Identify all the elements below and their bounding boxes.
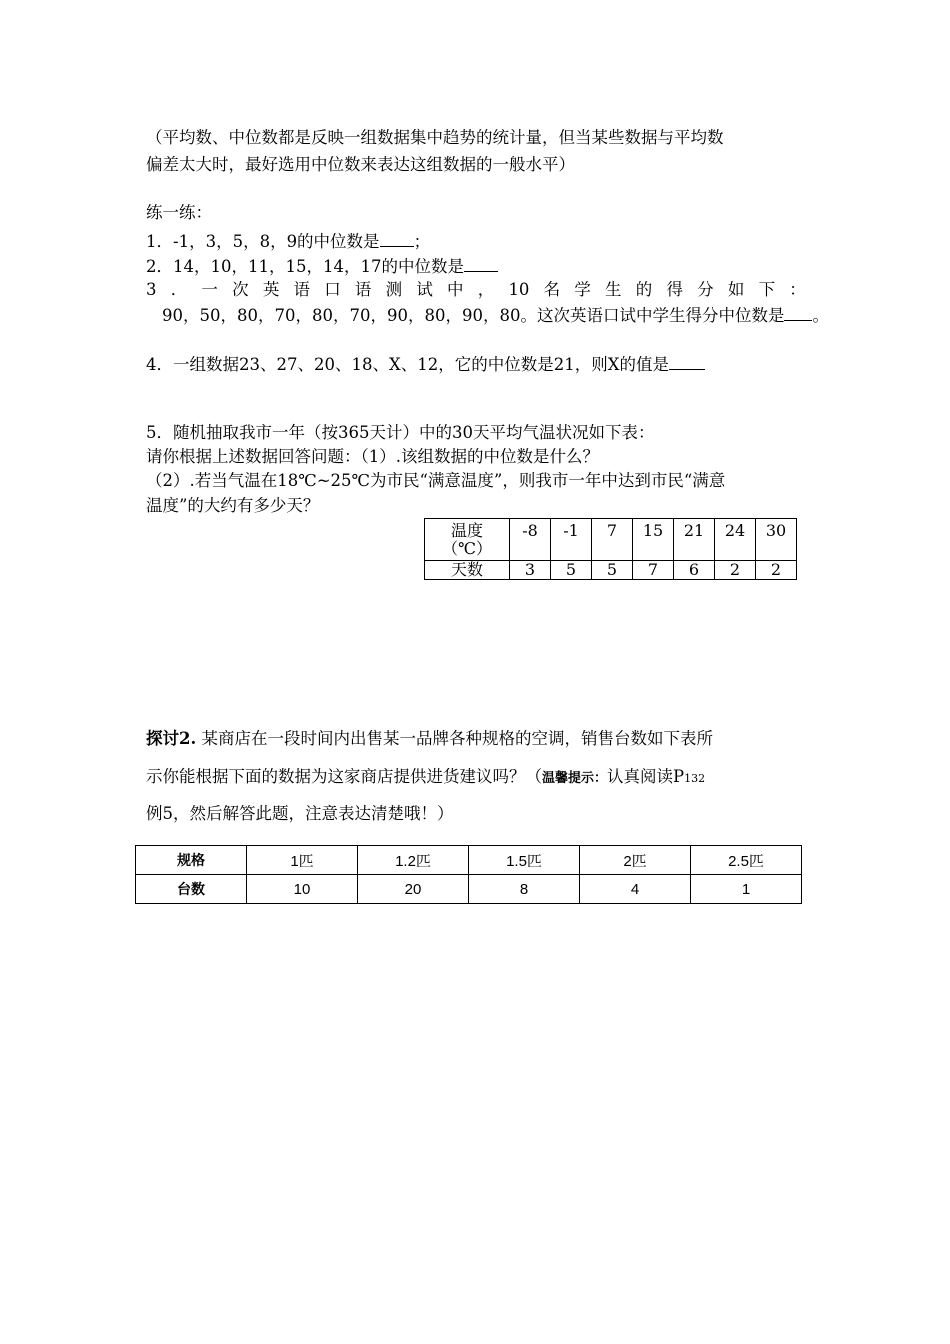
question-3-token: 口 [324,280,341,299]
question-3-token: 英 [262,280,280,299]
intro-line-2: 偏差太大时，最好选用中位数来表达这组数据的一般水平） [146,155,575,174]
spec-cell: 1.5匹 [469,846,580,875]
question-1-end: ； [413,232,431,251]
question-3-token: 试 [416,280,433,299]
question-4 [146,351,705,377]
question-3-token: 语 [293,280,311,299]
answer-blank-2 [464,253,498,272]
discussion-text-2-tail: 认真阅读P [607,767,685,786]
count-cell: 8 [469,875,580,904]
practice-heading: 练一练： [146,203,212,222]
page-subscript: 132 [684,772,706,785]
temperature-row [425,519,797,561]
days-label: 天数 [425,561,510,580]
question-5-line-2: 请你根据上述数据回答问题：（1）.该组数据的中位数是什么？ [146,447,599,466]
count-cell: 20 [358,875,469,904]
discussion-text-2: 示你能根据下面的数据为这家商店提供进货建议吗？（ [146,767,542,786]
question-5-line-1: 5．随机抽取我市一年（按365天计）中的30天平均气温状况如下表： [146,423,655,442]
question-3-token: 分 [697,280,714,299]
question-3-line-1 [146,278,806,302]
discussion-line-3: 例5，然后解答此题，注意表达清楚哦！） [146,804,454,823]
question-3-token: 3 [146,280,157,299]
days-cell: 5 [551,561,592,580]
days-cell: 2 [715,561,756,580]
temperature-cell: 30 [756,519,797,561]
question-3-token: 次 [232,280,249,299]
temperature-cell: 24 [715,519,756,561]
temperature-label: 温度 [450,520,483,540]
discussion-text-1: 某商店在一段时间内出售某一品牌各种规格的空调，销售台数如下表所 [196,729,713,748]
question-2-text: 2．14，10，11，15，14，17的中位数是 [146,257,464,276]
answer-blank-4 [669,351,705,370]
question-3-token: 生 [605,280,622,299]
temperature-cell: 15 [633,519,674,561]
count-cell: 10 [247,875,358,904]
question-5-line-3: （2）.若当气温在18℃~25℃为市民“满意温度”，则我市一年中达到市民“满意 [146,471,726,490]
question-2 [146,253,498,279]
question-3-text: 90，50，80，70，80，70，90，80，90，80。这次英语口试中学生得分中位数是 [162,306,785,325]
question-3-token: ： [789,280,806,299]
temperature-label-cell [425,519,510,561]
question-3-token: 如 [727,280,745,299]
temperature-cell: -8 [510,519,551,561]
question-3-spread-text [146,278,806,302]
spec-cell: 1匹 [247,846,358,875]
count-cell: 1 [691,875,802,904]
temperature-unit: （℃） [442,538,492,558]
answer-blank-3 [784,302,812,321]
question-3-token: ． [170,280,188,299]
question-4-text: 4．一组数据23、27、20、18、X、12，它的中位数是21，则X的值是 [146,355,669,374]
days-cell: 7 [633,561,674,580]
intro-line-1: （平均数、中位数都是反映一组数据集中趋势的统计量，但当某些数据与平均数 [146,128,724,147]
question-3-token: 名 [543,280,561,299]
question-1 [146,228,430,254]
spec-row [136,846,802,875]
air-conditioner-table [135,845,802,904]
temperature-table [424,518,797,580]
days-row [425,561,797,580]
question-3-token: 的 [635,280,653,299]
question-3-end: 。 [812,306,829,325]
count-label: 台数 [136,875,247,904]
count-cell: 4 [580,875,691,904]
spec-label: 规格 [136,846,247,875]
discussion-line-1 [146,727,713,751]
question-3-token: ， [477,280,495,299]
temperature-cell: 7 [592,519,633,561]
question-3-line-2 [162,302,829,328]
temperature-cell: -1 [551,519,592,561]
question-3-token: 得 [666,280,683,299]
question-3-token: 下 [758,280,776,299]
question-1-text: 1．-1，3，5，8，9的中位数是 [146,232,380,251]
spec-cell: 2.5匹 [691,846,802,875]
days-cell: 6 [674,561,715,580]
answer-blank-1 [380,228,414,247]
warm-hint-label: 温馨提示： [542,771,608,786]
question-3-token: 测 [385,280,403,299]
question-3-token: 语 [354,280,372,299]
question-3-token: 10 [508,280,530,299]
temperature-cell: 21 [674,519,715,561]
spec-cell: 1.2匹 [358,846,469,875]
days-cell: 5 [592,561,633,580]
question-3-token: 学 [574,280,591,299]
spec-cell: 2匹 [580,846,691,875]
discussion-label: 探讨2. [146,729,197,748]
question-3-token: 一 [201,280,218,299]
question-3-token: 中 [447,280,464,299]
days-cell: 3 [510,561,551,580]
count-row [136,875,802,904]
question-5-line-4: 温度”的大约有多少天？ [146,496,320,515]
discussion-line-2 [146,765,705,791]
days-cell: 2 [756,561,797,580]
